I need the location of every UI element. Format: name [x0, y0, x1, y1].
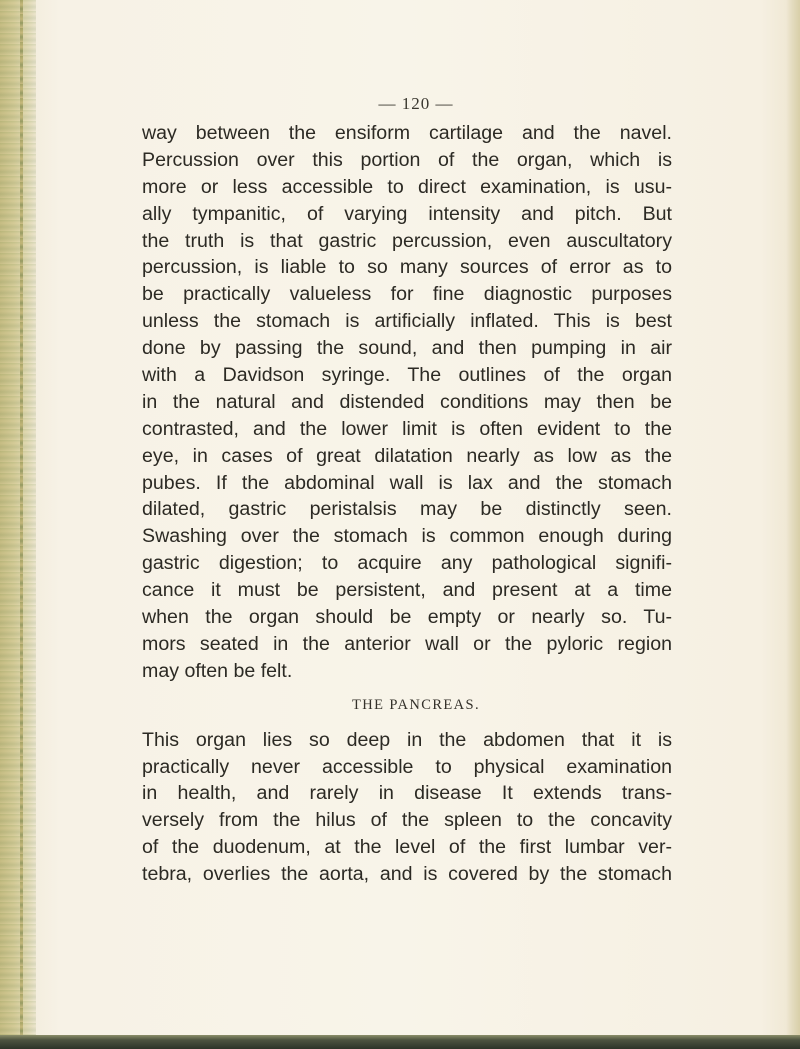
text-line: in health, and rarely in disease It extends trans-: [142, 782, 672, 805]
text-line: in the natural and distended conditions may then be: [142, 390, 672, 413]
text-line: may often be felt.: [142, 659, 293, 682]
text-line: eye, in cases of great dilatation nearly as low as the: [142, 444, 672, 467]
text-line: tebra, overlies the aorta, and is covered by the stomach: [142, 863, 672, 886]
text-line: the truth is that gastric percussion, even auscultatory: [142, 229, 672, 252]
text-line: contrasted, and the lower limit is often evident to the: [142, 417, 672, 440]
text-line: done by passing the sound, and then pumping in air: [142, 337, 672, 360]
page-number: — 120 —: [378, 94, 454, 113]
text-line: mors seated in the anterior wall or the pyloric region: [142, 632, 672, 655]
text-line: percussion, is liable to so many sources of error as to: [142, 256, 672, 279]
binding-gutter: [0, 0, 36, 1049]
page-right-edge: [786, 0, 800, 1049]
text-line: pubes. If the abdominal wall is lax and the stomach: [142, 471, 672, 494]
text-line: This organ lies so deep in the abdomen that it is: [142, 728, 672, 751]
text-line: when the organ should be empty or nearly so. Tu-: [142, 606, 672, 629]
text-line: more or less accessible to direct examination, is usu-: [142, 175, 672, 198]
text-line: cance it must be persistent, and present at a time: [142, 579, 672, 602]
text-line: gastric digestion; to acquire any pathological signifi-: [142, 552, 672, 575]
text-line: with a Davidson syringe. The outlines of the organ: [142, 364, 672, 387]
page-bottom-edge: [0, 1035, 800, 1049]
paragraph-2: [142, 727, 672, 888]
text-line: be practically valueless for fine diagnostic purposes: [142, 283, 672, 306]
binding-edge: [20, 0, 23, 1049]
section-heading: THE PANCREAS.: [351, 696, 481, 713]
text-line: practically never accessible to physical examination: [142, 755, 672, 778]
text-line: Swashing over the stomach is common enough during: [142, 525, 672, 548]
text-line: versely from the hilus of the spleen to the concavity: [142, 809, 672, 832]
text-line: of the duodenum, at the level of the first lumbar ver-: [142, 836, 672, 859]
text-line: way between the ensiform cartilage and the navel.: [142, 122, 672, 144]
text-column: [142, 92, 672, 888]
paragraph-1: [142, 120, 672, 685]
text-line: unless the stomach is artificially inflated. This is best: [142, 310, 672, 333]
text-line: dilated, gastric peristalsis may be distinctly seen.: [142, 498, 672, 521]
text-line: Percussion over this portion of the organ, which is: [142, 148, 672, 171]
text-line: ally tympanitic, of varying intensity and pitch. But: [142, 202, 672, 225]
